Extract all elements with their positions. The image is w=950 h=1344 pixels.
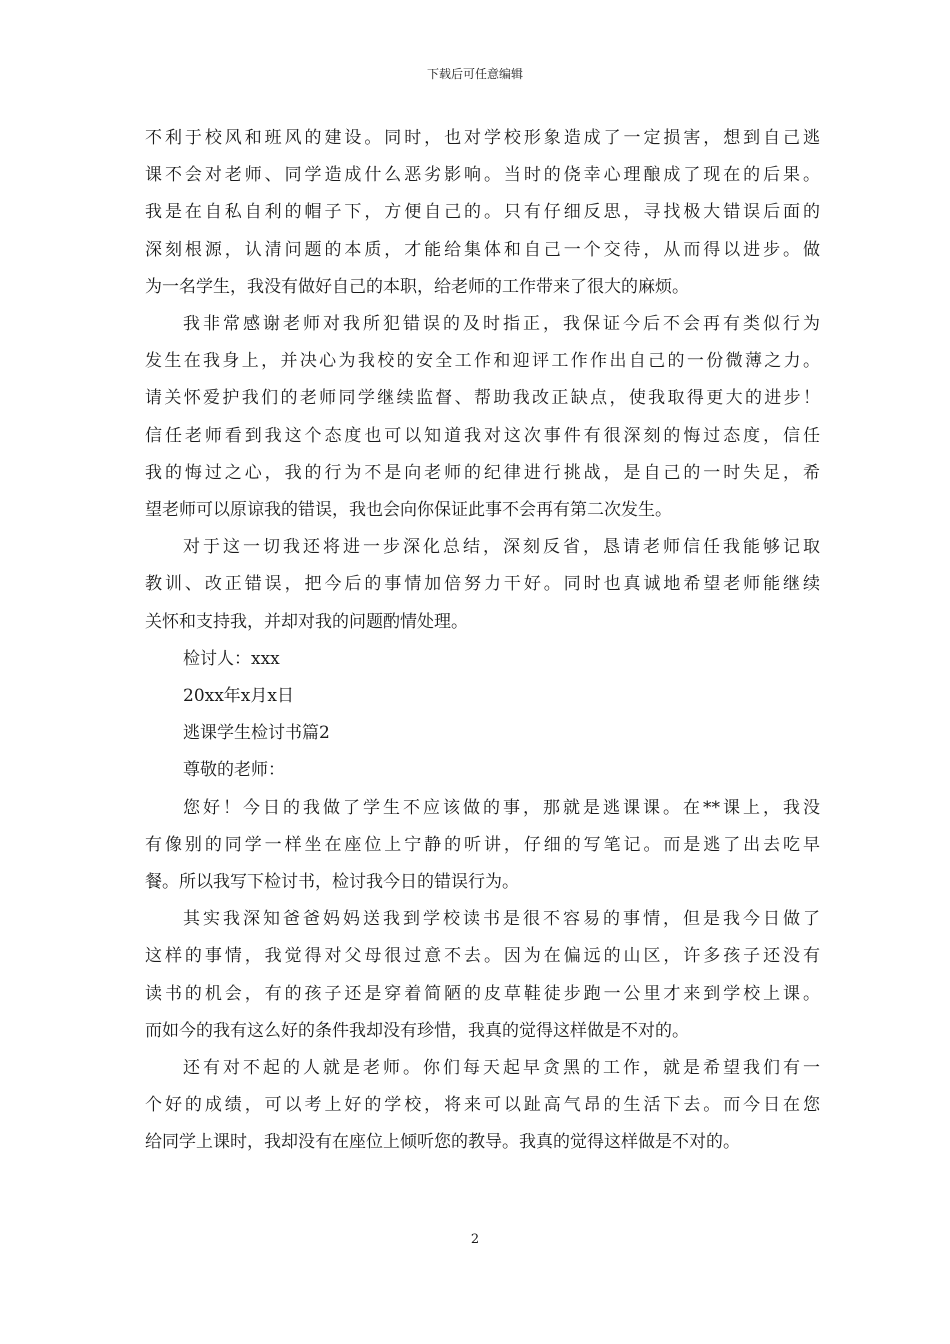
page-number: 2 [470,1232,480,1247]
paragraph-line: 我的悔过之心，我的行为不是向老师的纪律进行挑战，是自己的一时失足，希 [145,462,820,483]
paragraph-line: 请关怀爱护我们的老师同学继续监督、帮助我改正缺点，使我取得更大的进步！ [145,388,820,409]
paragraph-line: 课不会对老师、同学造成什么恶劣影响。当时的侥幸心理酿成了现在的后果。 [145,165,820,186]
paragraph-line: 我非常感谢老师对我所犯错误的及时指正，我保证今后不会再有类似行为 [183,314,820,335]
paragraph-2 [145,306,820,529]
paragraph-line: 还有对不起的人就是老师。你们每天起早贪黑的工作，就是希望我们有一 [183,1058,820,1079]
paragraph-line: 给同学上课时，我却没有在座位上倾听您的教导。我真的觉得这样做是不对的。 [145,1132,740,1153]
paragraph-line: 对于这一切我还将进一步深化总结，深刻反省，恳请老师信任我能够记取 [183,537,820,558]
section-title: 逃课学生检讨书篇2 [183,723,330,744]
paragraph-line: 有像别的同学一样坐在座位上宁静的听讲，仔细的写笔记。而是逃了出去吃早 [145,834,820,855]
paragraph-line: 而如今的我有这么好的条件我却没有珍惜，我真的觉得这样做是不对的。 [145,1020,689,1041]
paragraph-line: 这样的事情，我觉得对父母很过意不去。因为在偏远的山区，许多孩子还没有 [145,946,820,967]
signature-reviewer: 检讨人：xxx [183,648,280,669]
paragraph-6 [145,1050,820,1162]
paragraph-1 [145,120,820,306]
paragraph-line: 我是在自私自利的帽子下，方便自己的。只有仔细反思，寻找极大错误后面的 [145,202,820,223]
paragraph-line: 不利于校风和班风的建设。同时，也对学校形象造成了一定损害，想到自己逃 [145,128,820,148]
paragraph-line: 读书的机会，有的孩子还是穿着简陋的皮草鞋徒步跑一公里才来到学校上课。 [145,983,820,1004]
signature-date: 20xx年x月x日 [183,686,294,707]
paragraph-line: 发生在我身上，并决心为我校的安全工作和迎评工作作出自己的一份微薄之力。 [145,351,820,372]
paragraph-line: 为一名学生，我没有做好自己的本职，给老师的工作带来了很大的麻烦。 [145,276,689,297]
paragraph-5 [145,901,820,1050]
document-body [145,120,820,1162]
paragraph-line: 餐。所以我写下检讨书，检讨我今日的错误行为。 [145,872,519,893]
paragraph-line: 教训、改正错误，把今后的事情加倍努力干好。同时也真诚地希望老师能继续 [145,574,820,595]
paragraph-line: 个好的成绩，可以考上好的学校，将来可以趾高气昂的生活下去。而今日在您 [145,1095,820,1116]
paragraph-line: 关怀和支持我，并却对我的问题酌情处理。 [145,611,468,632]
page-header: 下载后可任意编辑 [426,67,523,81]
paragraph-line: 信任老师看到我这个态度也可以知道我对这次事件有很深刻的悔过态度，信任 [145,425,820,446]
paragraph-line: 其实我深知爸爸妈妈送我到学校读书是很不容易的事情，但是我今日做了 [183,909,820,930]
paragraph-3 [145,529,820,641]
paragraph-4 [145,790,820,902]
paragraph-line: 深刻根源，认清问题的本质，才能给集体和自己一个交待，从而得以进步。做 [145,239,820,260]
paragraph-line: 您好！今日的我做了学生不应该做的事，那就是逃课课。在**课上，我没 [183,797,820,818]
paragraph-line: 望老师可以原谅我的错误，我也会向你保证此事不会再有第二次发生。 [145,500,672,521]
salutation: 尊敬的老师： [183,760,285,781]
